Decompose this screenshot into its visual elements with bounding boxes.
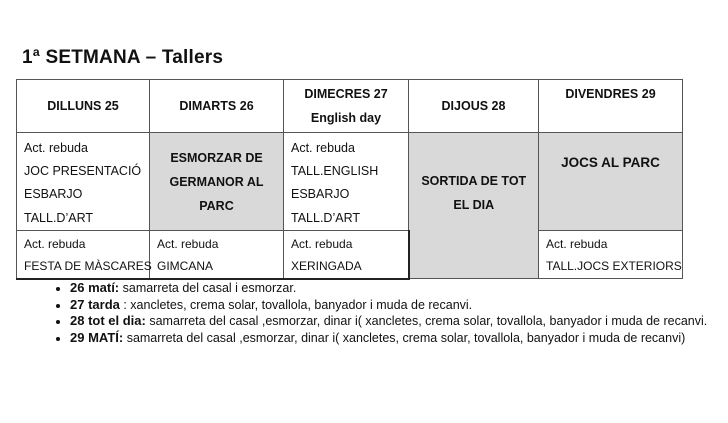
activity-line: Act. rebuda <box>24 237 86 251</box>
activity-line: Act. rebuda <box>291 237 353 251</box>
day-header-wednesday <box>284 80 409 133</box>
day-label: DILLUNS 25 <box>47 99 119 113</box>
note-item <box>70 297 728 314</box>
cell-wednesday-row1 <box>284 133 409 231</box>
note-label: 28 tot el dia: <box>70 313 146 328</box>
activity-line: ESMORZAR DE <box>170 150 263 165</box>
activity-line: FESTA DE MÀSCARES <box>24 259 152 273</box>
day-sublabel: English day <box>310 111 382 125</box>
note-item <box>70 280 728 297</box>
cell-monday-row2 <box>17 231 150 279</box>
note-label: 29 MATÍ: <box>70 329 124 345</box>
day-label: DIMECRES 27 <box>304 87 388 101</box>
activity-line: Act. rebuda <box>24 141 88 155</box>
activity-line: GIMCANA <box>157 259 214 273</box>
note-text: : xancletes, crema solar, tovallola, banyador i muda de recanvi. <box>119 297 473 312</box>
day-label: DIMARTS 26 <box>179 99 254 113</box>
day-label: DIJOUS 28 <box>441 99 506 113</box>
activity-line: XERINGADA <box>291 259 362 273</box>
day-header-tuesday <box>150 80 284 133</box>
note-label: 27 tarda <box>70 296 120 312</box>
activity-line: ESBARJO <box>291 187 350 202</box>
cell-tuesday-row1 <box>150 133 284 231</box>
activity-line: PARC <box>199 198 234 213</box>
note-text: samarreta del casal ,esmorzar, dinar i( xancletes, crema solar, tovallola, banyador i muda de recanvi. <box>145 314 708 328</box>
note-text: samarreta del casal ,esmorzar, dinar i( xancletes, crema solar, tovallola, banyador i muda de recanvi) <box>123 330 686 345</box>
activity-line: TALL.JOCS EXTERIORS <box>546 259 682 273</box>
activity-line: TALL.D’ART <box>24 210 94 225</box>
activity-line: GERMANOR AL <box>169 174 264 189</box>
day-header-friday <box>539 80 683 133</box>
cell-tuesday-row2 <box>150 231 284 279</box>
day-header-monday <box>17 80 150 133</box>
activity-line: Act. rebuda <box>546 237 608 251</box>
activity-line: Act. rebuda <box>157 237 219 251</box>
note-item <box>70 313 728 330</box>
page-title: 1ª SETMANA – Tallers <box>22 47 224 68</box>
activity-line: Act. rebuda <box>291 141 355 155</box>
activity-line: JOC PRESENTACIÓ <box>24 164 142 179</box>
notes-list <box>26 280 728 346</box>
activity-line: SORTIDA DE TOT <box>421 174 527 188</box>
cell-thursday-fullday <box>409 133 539 279</box>
cell-wednesday-row2 <box>284 231 409 279</box>
activity-line: EL DIA <box>453 198 495 212</box>
note-text: samarreta del casal i esmorzar. <box>119 281 297 295</box>
note-item <box>70 330 728 347</box>
schedule-table <box>16 79 683 280</box>
activity-line: TALL.ENGLISH <box>291 164 379 179</box>
cell-friday-row2 <box>539 231 683 279</box>
activity-line: JOCS AL PARC <box>561 155 660 170</box>
activity-line: ESBARJO <box>24 187 83 202</box>
activity-line: TALL.D’ART <box>291 210 361 225</box>
cell-monday-row1 <box>17 133 150 231</box>
afternoon-row <box>17 231 683 279</box>
day-header-thursday <box>409 80 539 133</box>
morning-row <box>17 133 683 231</box>
cell-friday-row1 <box>539 133 683 231</box>
day-label: DIVENDRES 29 <box>565 87 656 101</box>
note-label: 26 matí: <box>70 280 120 295</box>
header-row <box>17 80 683 133</box>
